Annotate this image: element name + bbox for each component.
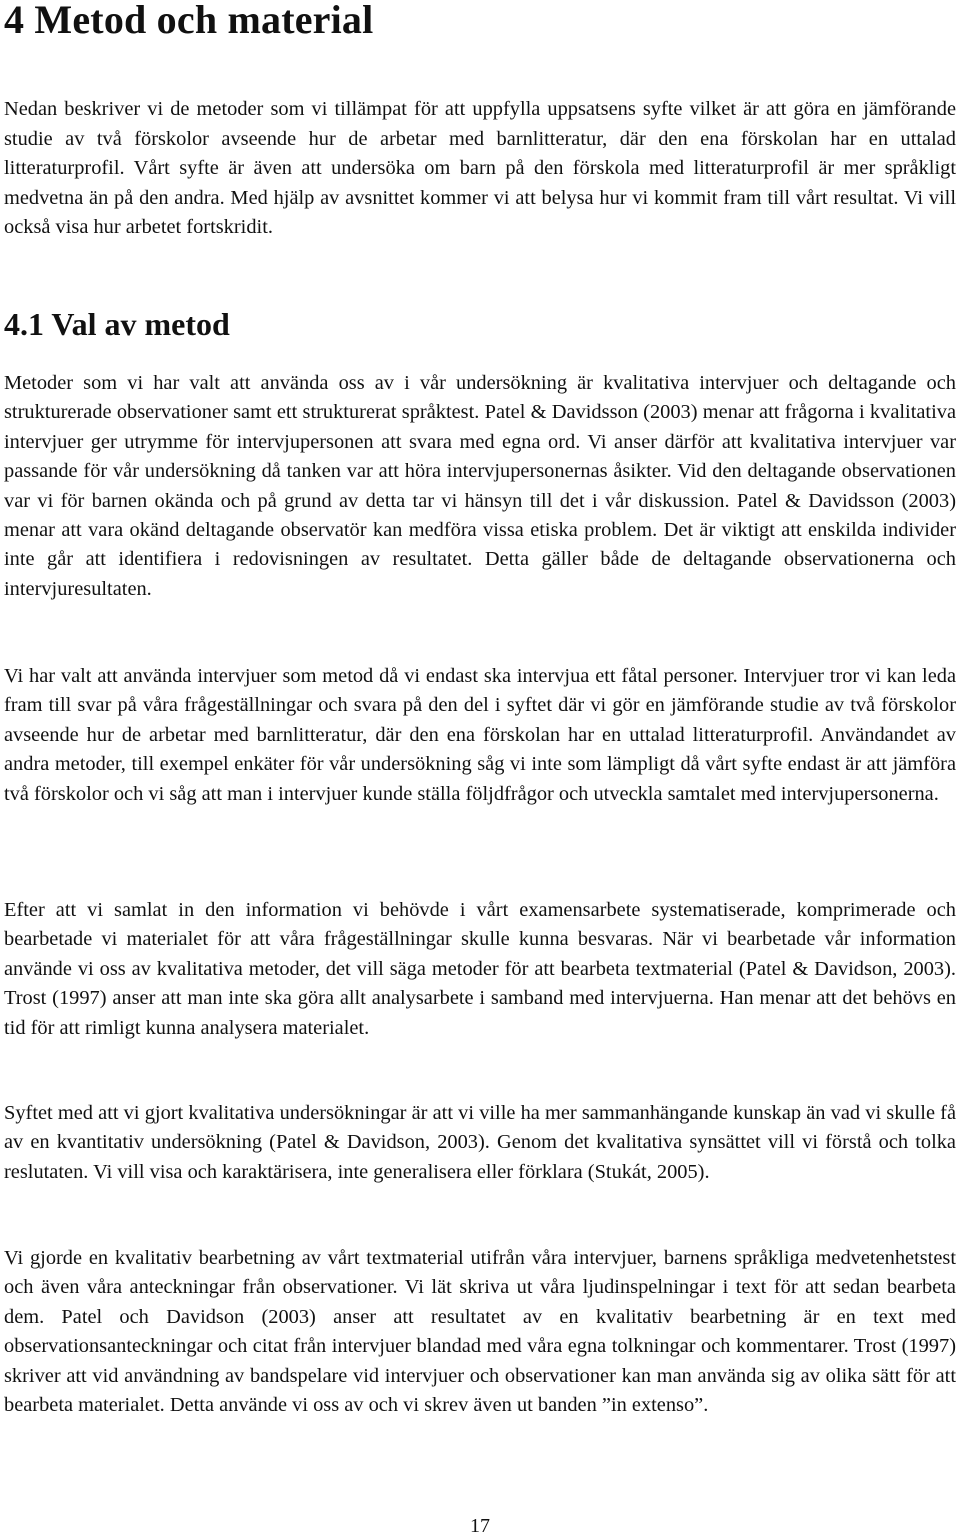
chapter-title: 4 Metod och material <box>4 0 374 42</box>
document-page <box>4 0 956 1539</box>
body-paragraph: Syftet med att vi gjort kvalitativa undersökningar är att vi ville ha mer sammanhängande kunskap än vad vi skulle få av en kvantitativ undersökning (Patel & Davidson, 2003). Genom det kvalitativa synsättet vill vi förstå och tolka reslutaten. Vi vill visa och karaktärisera, inte generalisera eller förklara (Stukát, 2005). <box>4 1102 956 1183</box>
body-paragraph: Metoder som vi har valt att använda oss av i vår undersökning är kvalitativa intervjuer och deltagande och strukturerade observationer samt ett strukturerat språktest. Patel & Davidsson (2003) menar att frågorna i kvalitativa intervjuer ger utrymme för intervjupersonen att svara med egna ord. Vi anser därför att kvalitativa intervjuer var passande för vår undersökning då tanken var att höra intervjupersonernas åsikter. Vid den deltagande observationen var vi för barnen okända och på grund av detta tar vi hänsyn till det i vår diskussion. Patel & Davidsson (2003) menar att vara okänd deltagande observatör kan medföra vissa etiska problem. Det är viktigt att enskilda individer inte går att identifiera i redovisningen av resultatet. Detta gäller både de deltagande observationerna och intervjuresultaten. <box>4 372 956 600</box>
section-heading: 4.1 Val av metod <box>4 306 230 342</box>
body-paragraph: Vi gjorde en kvalitativ bearbetning av vårt textmaterial utifrån våra intervjuer, barnens språkliga medvetenhetstest och även våra anteckningar från observationer. Vi lät skriva ut våra ljudinspelningar i text för att sedan bearbeta dem. Patel och Davidson (2003) anser att resultatet av en kvalitativ bearbetning är en text med observationsanteckningar och citat från intervjuer blandad med våra egna tolkningar och kommentarer. Trost (1997) skriver att vid användning av bandspelare vid intervjuer och observationer kan man använda sig av olika sätt för att bearbeta materialet. Detta använde vi oss av och vi skrev även ut banden ”in extenso”. <box>4 1247 956 1417</box>
intro-paragraph: Nedan beskriver vi de metoder som vi tillämpat för att uppfylla uppsatsens syfte vilket är att göra en jämförande studie av två förskolor avseende hur de arbetar med barnlitteratur, där den ena förskolan har en uttalad litteraturprofil. Vårt syfte är även att undersöka om barn på den förskola med litteraturprofil är mer språkligt medvetna än på den andra. Med hjälp av avsnittet kommer vi att belysa hur vi kommit fram till vårt resultat. Vi vill också visa hur arbetet fortskridit. <box>4 98 956 239</box>
body-paragraph: Efter att vi samlat in den information vi behövde i vårt examensarbete systematiserade, komprimerade och bearbetade vi materialet för att våra frågeställningar skulle kunna besvaras. När vi bearbetade vår information använde vi oss av kvalitativa metoder, det vill säga metoder för att bearbeta textmaterial (Patel & Davidson, 2003). Trost (1997) anser att man inte ska göra allt analysarbete i samband med intervjuerna. Han menar att det behövs en tid för att rimligt kunna analysera materialet. <box>4 899 956 1039</box>
body-paragraph: Vi har valt att använda intervjuer som metod då vi endast ska intervjua ett fåtal personer. Intervjuer tror vi kan leda fram till svar på våra frågeställningar och svara på den del i syftet där vi gör en jämförande studie av två förskolor avseende hur de arbetar med barnlitteratur, där den ena förskolan har en uttalad litteraturprofil. Användandet av andra metoder, till exempel enkäter för vår undersökning såg vi inte som lämpligt då vårt syfte endast är att jämföra två förskolor och vi såg att man i intervjuer kunde ställa följdfrågor och utveckla samtalet med intervjupersonerna. <box>4 665 956 805</box>
page-number: 17 <box>470 1515 490 1537</box>
